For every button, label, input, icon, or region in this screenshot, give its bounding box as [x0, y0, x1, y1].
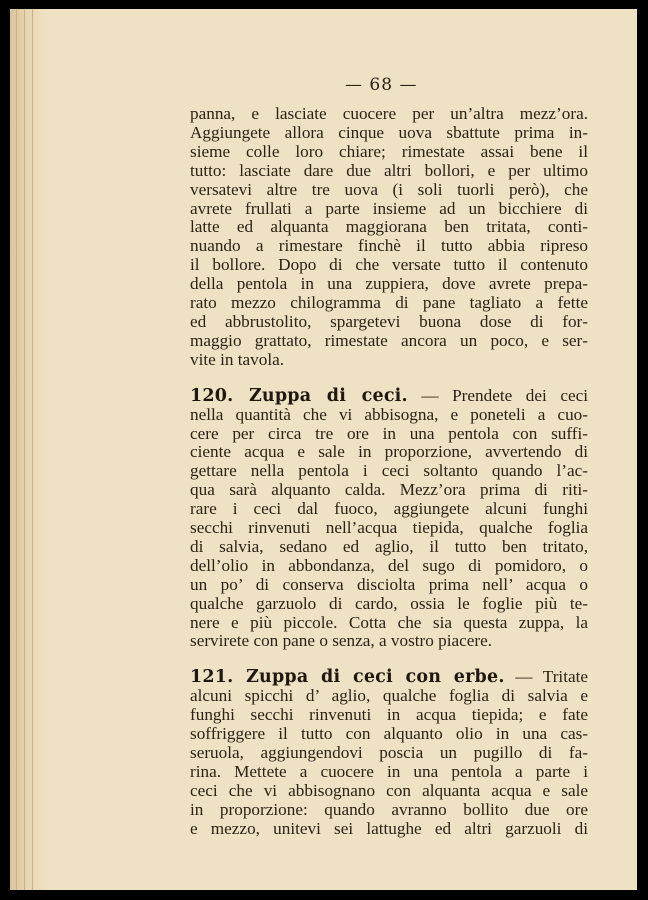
text-line: un po’ di conserva disciolta prima nell’ acqua o: [190, 574, 588, 594]
text-line: sieme colle loro chiare; rimestate assai bene il: [190, 141, 588, 161]
section-heading-line: [190, 387, 588, 406]
text-line: secchi rinvenuti nell’acqua tiepida, qualche foglia: [190, 518, 588, 538]
text-line: ceci che vi abbisognano con alquanta acqua e sale: [190, 780, 588, 800]
text-line: avrete frullati a parte insieme ad un bicchiere di: [190, 198, 588, 218]
section-120-heading-rest: — Prendete dei ceci: [421, 385, 588, 405]
section-121-heading-rest: — Tritate: [515, 667, 589, 687]
text-line: di salvia, sedano ed aglio, il tutto ben tritato,: [190, 536, 588, 556]
text-line: della pentola in una zuppiera, dove avrete prepa‐: [190, 274, 588, 294]
text-line: qualche garzuolo di cardo, ossia le foglie più te‐: [190, 593, 588, 613]
text-line: servirete con pane o senza, a vostro piacere.: [190, 631, 493, 651]
text-line: in proporzione: quando avranno bollito due ore: [190, 799, 588, 819]
section-120-body: [190, 406, 588, 652]
text-line: seruola, aggiungendovi poscia un pugillo di fa‐: [190, 743, 588, 762]
text-line: Aggiungete allora cinque uova sbattute prima in‐: [190, 122, 588, 142]
text-line: panna, e lasciate cuocere per un’altra mezz’ora.: [190, 104, 588, 123]
text-line: vite in tavola.: [190, 349, 285, 369]
book-page: [10, 9, 637, 890]
text-line: funghi secchi rinvenuti in acqua tiepida; e fate: [190, 705, 588, 725]
text-line: rina. Mettete a cuocere in una pentola a parte i: [190, 761, 588, 781]
text-line: il bollore. Dopo di che versate tutto il contenuto: [190, 255, 588, 275]
text-line: rato mezzo chilogramma di pane tagliato a fette: [190, 293, 588, 313]
text-line: gettare nella pentola i ceci soltanto quando l’ac‐: [190, 461, 588, 481]
text-line: e mezzo, unitevi sei lattughe ed altri garzuoli di: [190, 818, 588, 838]
text-line: qua sarà alquanto calda. Mezz’ora prima di riti‐: [190, 480, 588, 500]
page-edge-line: [32, 9, 33, 890]
text-line: rare i ceci dal fuoco, aggiungete alcuni funghi: [190, 499, 588, 519]
section-121-heading: 121. Zuppa di ceci con erbe.: [190, 667, 505, 688]
page-edge-line: [24, 9, 25, 890]
text-line: tutto: lasciate dare due altri bollori, e per ultimo: [190, 160, 588, 180]
section-120-heading: 120. Zuppa di ceci.: [190, 385, 408, 406]
text-line: latte ed alquanta maggiorana ben tritata, conti‐: [190, 217, 588, 237]
paragraph-continued: [190, 105, 588, 370]
text-line: soffriggere il tutto con alquanto olio in una cas‐: [190, 724, 588, 744]
text-line: cere per circa tre ore in una pentola con suffi‐: [190, 423, 588, 443]
text-line: dell’olio in abbondanza, del sugo di pomidoro, o: [190, 555, 588, 575]
text-line: ciente acqua e sale in proporzione, avvertendo di: [190, 442, 588, 462]
text-line: maggio grattato, rimestate ancora un poco, e ser‐: [190, 330, 588, 350]
page-edge-line: [16, 9, 17, 890]
text-line: nuando a rimestare finchè il tutto abbia ripreso: [190, 236, 588, 256]
text-line: nere e più piccole. Cotta che sia questa zuppa, la: [190, 612, 588, 632]
text-line: nella quantità che vi abbisogna, e poneteli a cuo‐: [190, 404, 588, 424]
section-121-body: [190, 687, 588, 838]
section-heading-line: [190, 668, 588, 687]
text-line: alcuni spicchi d’ aglio, qualche foglia di salvia e: [190, 686, 588, 706]
text-line: ed abbrustolito, spargetevi buona dose di for‐: [190, 311, 588, 331]
page-number: — 68 —: [345, 75, 418, 95]
recipe-text: [190, 105, 588, 839]
text-line: versatevi altre tre uova (i soli tuorli però), che: [190, 179, 588, 199]
